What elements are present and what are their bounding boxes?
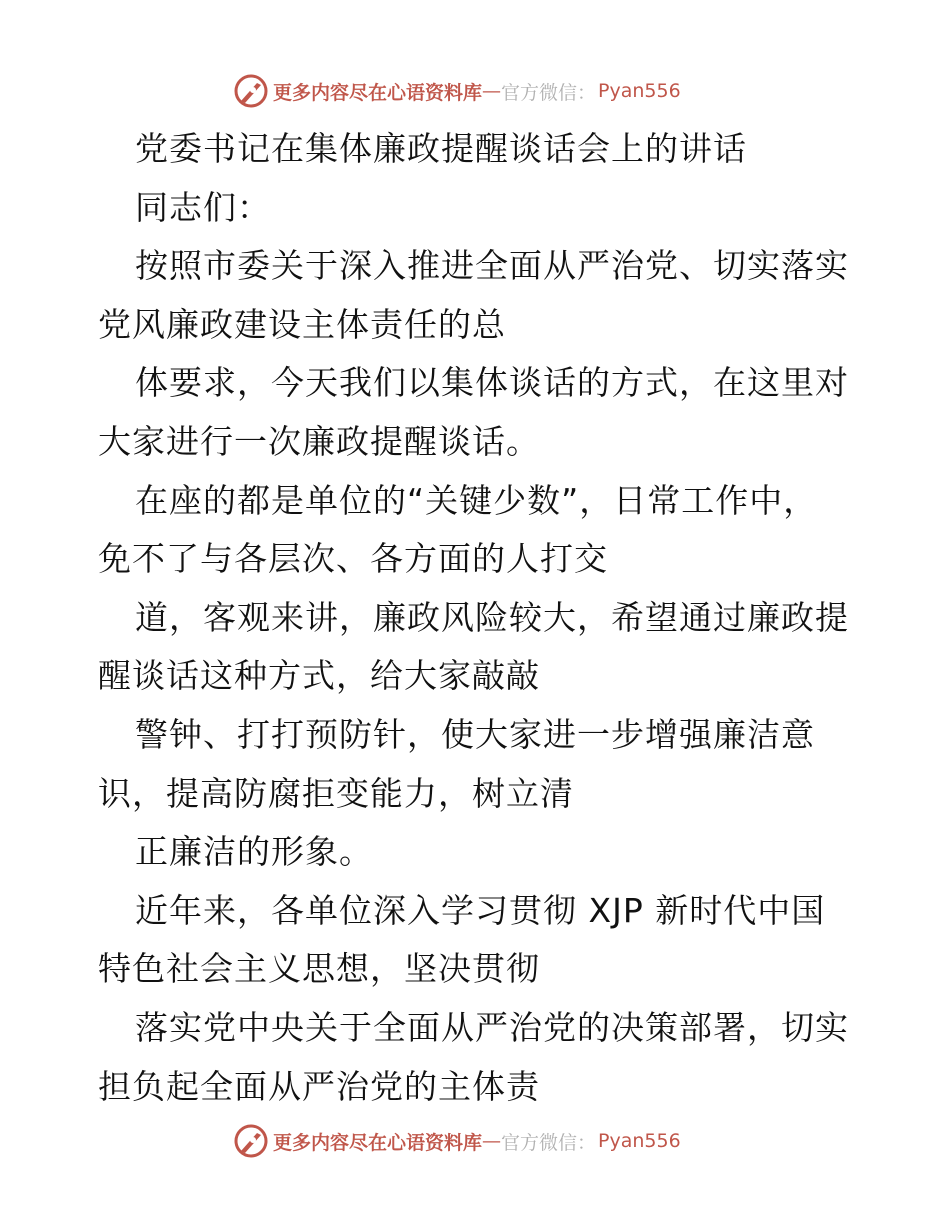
footer-watermark	[233, 1121, 681, 1161]
quill-seal-icon	[233, 73, 269, 109]
paragraph-line: 近年来，各单位深入学习贯彻 XJP 新时代中国	[135, 890, 826, 930]
header-watermark	[233, 71, 681, 111]
document-body	[98, 120, 858, 1116]
paragraph-line: 在座的都是单位的“关键少数”，日常工作中，	[135, 480, 818, 520]
paragraph-line: 特色社会主义思想，坚决贯彻	[98, 949, 540, 989]
quill-seal-icon	[233, 1123, 269, 1159]
watermark-label: 官方微信：	[501, 1131, 597, 1154]
paragraph-line: 按照市委关于深入推进全面从严治党、切实落实	[135, 246, 849, 286]
paragraph-line: 免不了与各层次、各方面的人打交	[98, 539, 608, 579]
paragraph-line: 道，客观来讲，廉政风险较大，希望通过廉政提	[135, 597, 849, 637]
paragraph-line: 识，提高防腐拒变能力，树立清	[98, 773, 574, 813]
watermark-label: 官方微信：	[501, 81, 597, 104]
watermark-id: Pyan556	[598, 1130, 681, 1152]
paragraph-line: 落实党中央关于全面从严治党的决策部署，切实	[135, 1007, 849, 1047]
paragraph-line: 体要求，今天我们以集体谈话的方式，在这里对	[135, 363, 849, 403]
watermark-id: Pyan556	[598, 80, 681, 102]
document-title: 党委书记在集体廉政提醒谈话会上的讲话	[135, 129, 747, 168]
watermark-brand: 更多内容尽在心语资料库	[273, 81, 483, 104]
watermark-separator: —	[482, 1130, 502, 1152]
paragraph-line: 党风廉政建设主体责任的总	[98, 304, 506, 344]
paragraph-line: 正廉洁的形象。	[135, 832, 373, 872]
paragraph-line: 大家进行一次廉政提醒谈话。	[98, 421, 540, 461]
paragraph-line: 醒谈话这种方式，给大家敲敲	[98, 656, 540, 696]
salutation: 同志们：	[135, 187, 271, 227]
watermark-separator: —	[482, 80, 502, 102]
watermark-brand: 更多内容尽在心语资料库	[273, 1131, 483, 1154]
paragraph-line: 警钟、打打预防针，使大家进一步增强廉洁意	[135, 714, 815, 754]
paragraph-line: 担负起全面从严治党的主体责	[98, 1066, 540, 1106]
